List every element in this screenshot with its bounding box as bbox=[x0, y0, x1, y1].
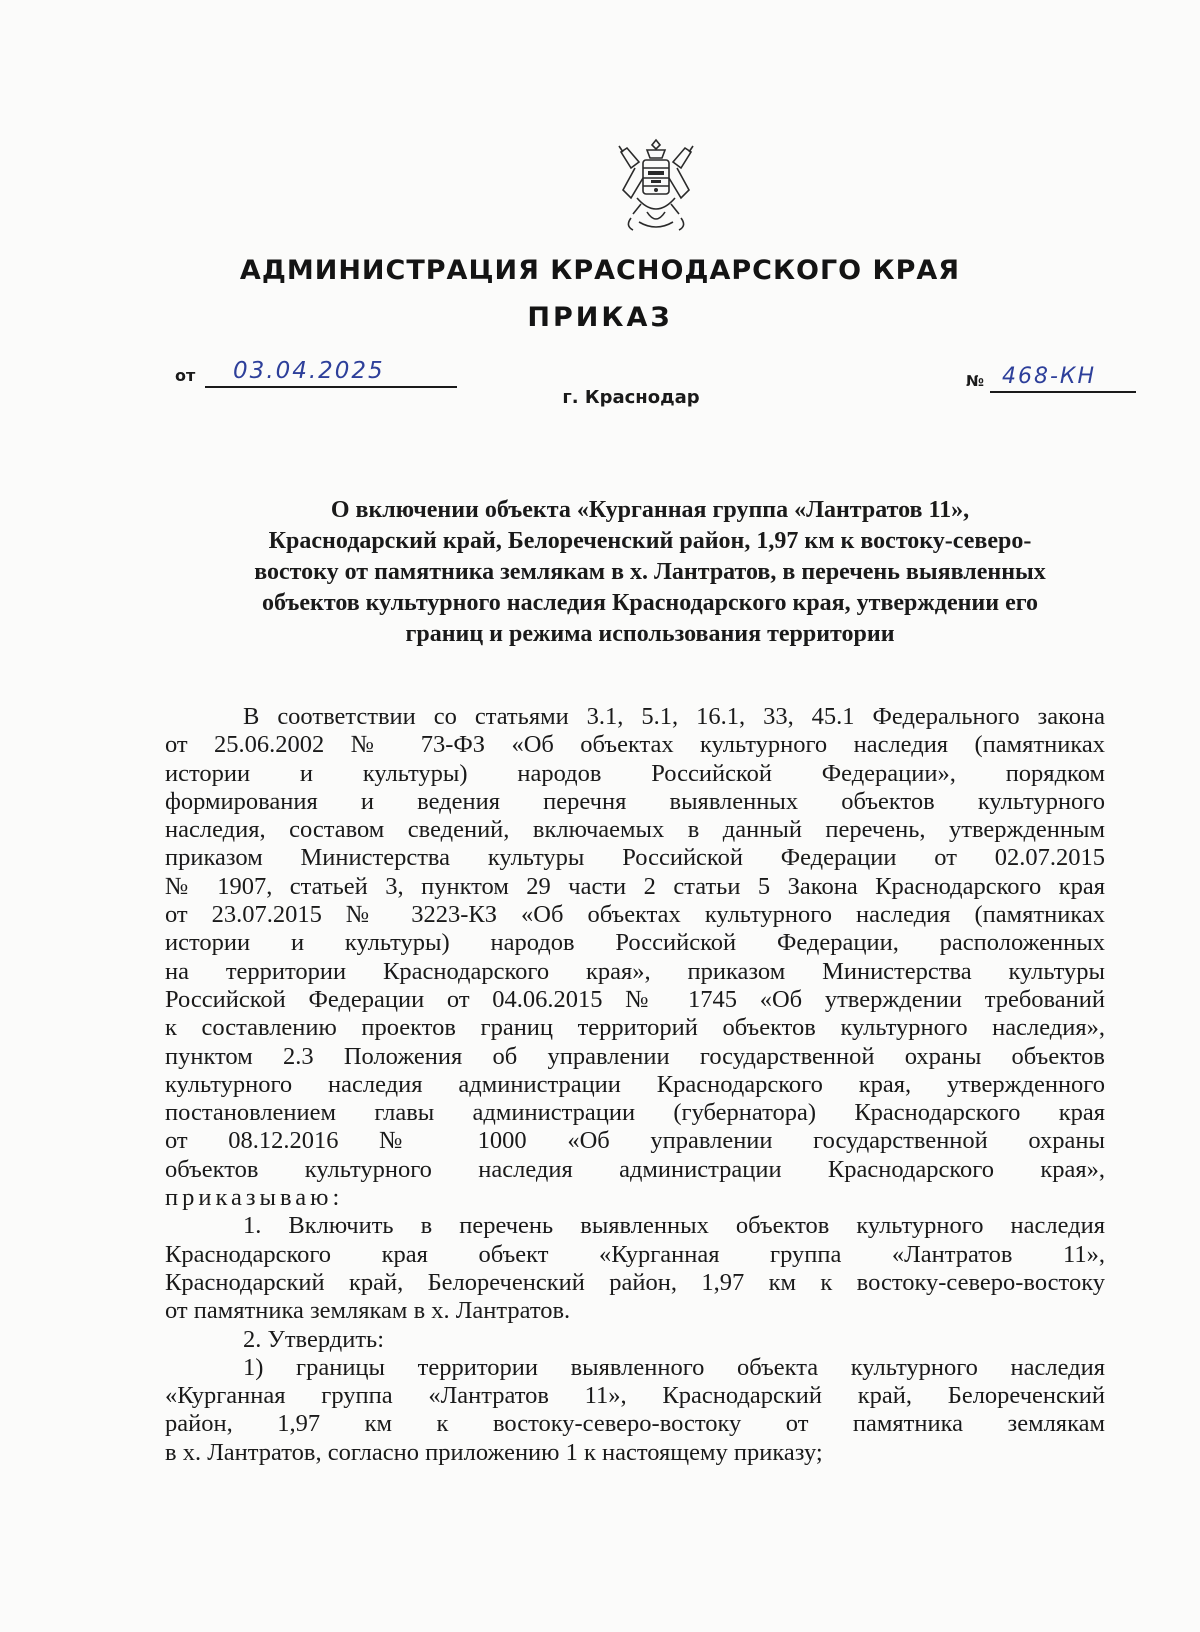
body-line: пунктом 2.3 Положения об управлении государственной охраны объектов bbox=[165, 1042, 1105, 1070]
handwritten-number: 468-КН bbox=[1002, 364, 1097, 389]
body-line: от 23.07.2015 № 3223-КЗ «Об объектах культурного наследия (памятниках bbox=[165, 901, 1105, 929]
document-body bbox=[165, 703, 1105, 1467]
heading-line: объектов культурного наследия Краснодарского края, утверждении его bbox=[261, 590, 1039, 616]
body-line: истории и культуры) народов Российской Федерации», порядком bbox=[165, 759, 1105, 787]
body-line: от памятника землякам в х. Лантратов. bbox=[165, 1297, 571, 1325]
heading-line: Краснодарский край, Белореченский район, 1,97 км к востоку-северо- bbox=[268, 528, 1032, 554]
body-line: на территории Краснодарского края», приказом Министерства культуры bbox=[165, 957, 1105, 985]
body-line: приказом Министерства культуры Российской Федерации от 02.07.2015 bbox=[165, 844, 1105, 872]
heading-line: О включении объекта «Курганная группа «Лантратов 11», bbox=[330, 497, 970, 523]
body-line: 2. Утвердить: bbox=[243, 1325, 385, 1353]
body-line: «Курганная группа «Лантратов 11», Краснодарский край, Белореченский bbox=[165, 1382, 1105, 1410]
body-line: объектов культурного наследия администрации Краснодарского края», bbox=[165, 1155, 1105, 1183]
body-line: от 25.06.2002 № 73-ФЗ «Об объектах культурного наследия (памятниках bbox=[165, 731, 1105, 759]
body-line: в х. Лантратов, согласно приложению 1 к настоящему приказу; bbox=[165, 1438, 823, 1466]
organization-title: АДМИНИСТРАЦИЯ КРАСНОДАРСКОГО КРАЯ bbox=[239, 255, 961, 286]
document-type: ПРИКАЗ bbox=[527, 302, 673, 333]
handwritten-date: 03.04.2025 bbox=[233, 358, 385, 384]
city-label: г. Краснодар bbox=[562, 387, 700, 408]
body-line: истории и культуры) народов Российской Федерации, расположенных bbox=[165, 929, 1105, 957]
body-line: от 08.12.2016 № 1000 «Об управлении государственной охраны bbox=[165, 1127, 1105, 1155]
body-line: формирования и ведения перечня выявленных объектов культурного bbox=[165, 787, 1105, 815]
heading-line: границ и режима использования территории bbox=[405, 621, 895, 647]
body-line: наследия, составом сведений, включаемых в данный перечень, утвержденным bbox=[165, 816, 1105, 844]
number-prefix: № bbox=[966, 372, 985, 390]
body-line: 1) границы территории выявленного объекта культурного наследия bbox=[243, 1353, 1105, 1381]
body-line: В соответствии со статьями 3.1, 5.1, 16.1, 33, 45.1 Федерального закона bbox=[243, 703, 1105, 730]
body-line: № 1907, статьей 3, пунктом 29 части 2 статьи 5 Закона Краснодарского края bbox=[165, 872, 1105, 900]
body-line: постановлением главы администрации (губернатора) Краснодарского края bbox=[165, 1099, 1105, 1127]
coat-of-arms-emblem bbox=[617, 138, 695, 234]
heading-line: востоку от памятника землякам в х. Лантратов, в перечень выявленных bbox=[254, 559, 1046, 585]
body-line: 1. Включить в перечень выявленных объектов культурного наследия bbox=[243, 1212, 1105, 1240]
body-line: к составлению проектов границ территорий объектов культурного наследия», bbox=[165, 1014, 1105, 1042]
date-prefix: от bbox=[175, 366, 196, 385]
document-heading bbox=[180, 495, 1120, 650]
body-line: Краснодарский край, Белореченский район, 1,97 км к востоку-северо-востоку bbox=[165, 1268, 1105, 1296]
body-line: Российской Федерации от 04.06.2015 № 1745 «Об утверждении требований bbox=[165, 985, 1105, 1013]
body-line: Краснодарского края объект «Курганная группа «Лантратов 11», bbox=[165, 1240, 1105, 1268]
body-line: культурного наследия администрации Краснодарского края, утвержденного bbox=[165, 1070, 1105, 1098]
body-line-order-word: приказываю: bbox=[165, 1184, 344, 1212]
body-line: район, 1,97 км к востоку-северо-востоку от памятника землякам bbox=[165, 1410, 1105, 1438]
